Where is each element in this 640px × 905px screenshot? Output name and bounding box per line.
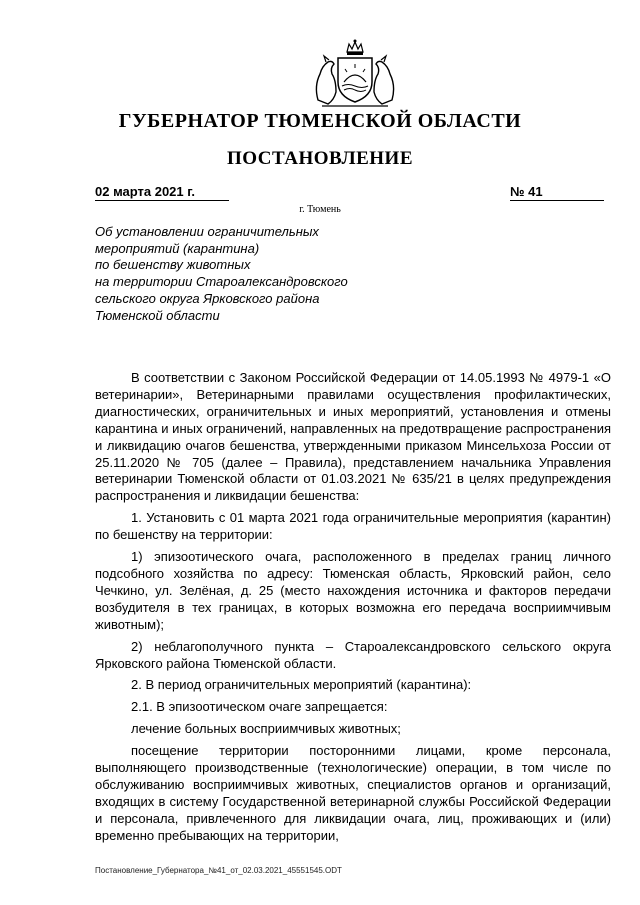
governor-title: ГУБЕРНАТОР ТЮМЕНСКОЙ ОБЛАСТИ [118, 110, 522, 132]
document-date: 02 марта 2021 г. [95, 184, 229, 201]
document-type: ПОСТАНОВЛЕНИЕ [226, 148, 414, 169]
subject-line: Об установлении ограничительных [95, 224, 319, 239]
body-paragraph: 1. Установить с 01 марта 2021 года ограничительные мероприятия (карантин) по бешенству на территории: [95, 510, 611, 543]
subject-line: на территории Староалександровского [95, 274, 348, 290]
coat-of-arms-icon [300, 38, 410, 110]
subject-line: сельского округа Ярковского района [95, 290, 320, 306]
document-number: № 41 [510, 184, 604, 201]
body-paragraph: лечение больных восприимчивых животных; [131, 721, 401, 737]
subject-line: Тюменской области [95, 307, 220, 323]
subject-line: мероприятий (карантина) [95, 240, 260, 256]
footer-filename: Постановление_Губернатора_№41_от_02.03.2021_45551545.ODT [95, 866, 342, 875]
body-paragraph: посещение территории посторонними лицами, кроме персонала, выполняющего производственные (технологические) операции, в том числе по обслуживанию восприимчивых животных, специалистов органов и организаций, входящих в систему Государственной ветеринарной службы Российской Федерации и персонала, привлеченного для ликвидации очага, лиц, проживающих и (или) временно пребывающих на территории, [95, 743, 611, 843]
body-paragraph: 1) эпизоотического очага, расположенного в пределах границ личного подсобного хозяйства по адресу: Тюменская область, Ярковский район, село Чечкино, ул. Зелёная, д. 25 (место нахождения источника и факторов передачи возбудителя в тех границах, в которых возможна его передача восприимчивым животным); [95, 549, 611, 632]
body-paragraph: 2) неблагополучного пункта – Староалександровского сельского округа Ярковского района Тюменской области. [95, 638, 611, 671]
document-subject [95, 224, 395, 324]
body-paragraph: 2. В период ограничительных мероприятий (карантина): [131, 677, 472, 693]
document-body [95, 370, 611, 850]
body-paragraph: 2.1. В эпизоотическом очаге запрещается: [131, 699, 388, 715]
body-paragraph: В соответствии с Законом Российской Федерации от 14.05.1993 № 4979-1 «О ветеринарии», Ветеринарными правилами осуществления профилактических, диагностических, ограничительных и иных мероприятий, установления и отмены карантина и иных ограничений, направленных на предотвращение распространения и ликвидацию очагов бешенства, утвержденными приказом Минсельхоза России от 25.11.2020 № 705 (далее – Правила), представлением начальника Управления ветеринарии Тюменской области от 01.03.2021 № 635/21 в целях предупреждения распространения и ликвидации бешенства: [95, 370, 611, 504]
document-city: г. Тюмень [299, 204, 341, 215]
subject-line: по бешенству животных [95, 257, 251, 273]
